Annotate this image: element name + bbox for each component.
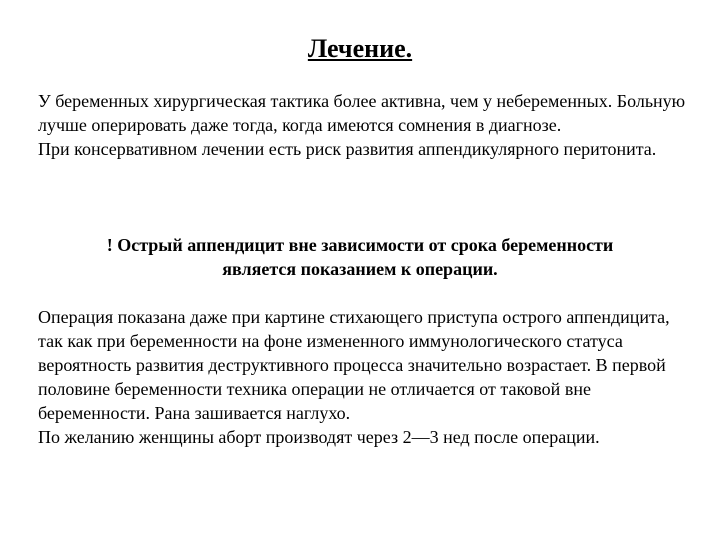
intro-paragraph-risk: При консервативном лечении есть риск развития аппендикулярного перитонита. [38,139,657,159]
warning-line-2: является показанием к операции. [222,259,498,279]
slide-title-text: Лечение. [307,34,413,63]
intro-section [38,89,698,161]
warning-note [38,233,682,281]
warning-line-1: ! Острый аппендицит вне зависимости от срока беременности [106,235,614,255]
surgery-section [38,305,698,449]
slide-title [0,34,720,64]
intro-paragraph-tactics: У беременных хирургическая тактика более активна, чем у небеременных. Больную лучше оперировать даже тогда, когда имеются сомнения в диагнозе. [38,91,686,135]
surgery-paragraph-abortion: По желанию женщины аборт производят через 2—3 нед после операции. [38,427,600,447]
surgery-paragraph-indication: Операция показана даже при картине стихающего приступа острого аппендицита, так как при беременности на фоне измененного иммунологического статуса вероятность развития деструктивного процесса значительно возрастает. В первой половине беременности техника операции не отличается от таковой вне беременности. Рана зашивается наглухо. [38,307,670,423]
